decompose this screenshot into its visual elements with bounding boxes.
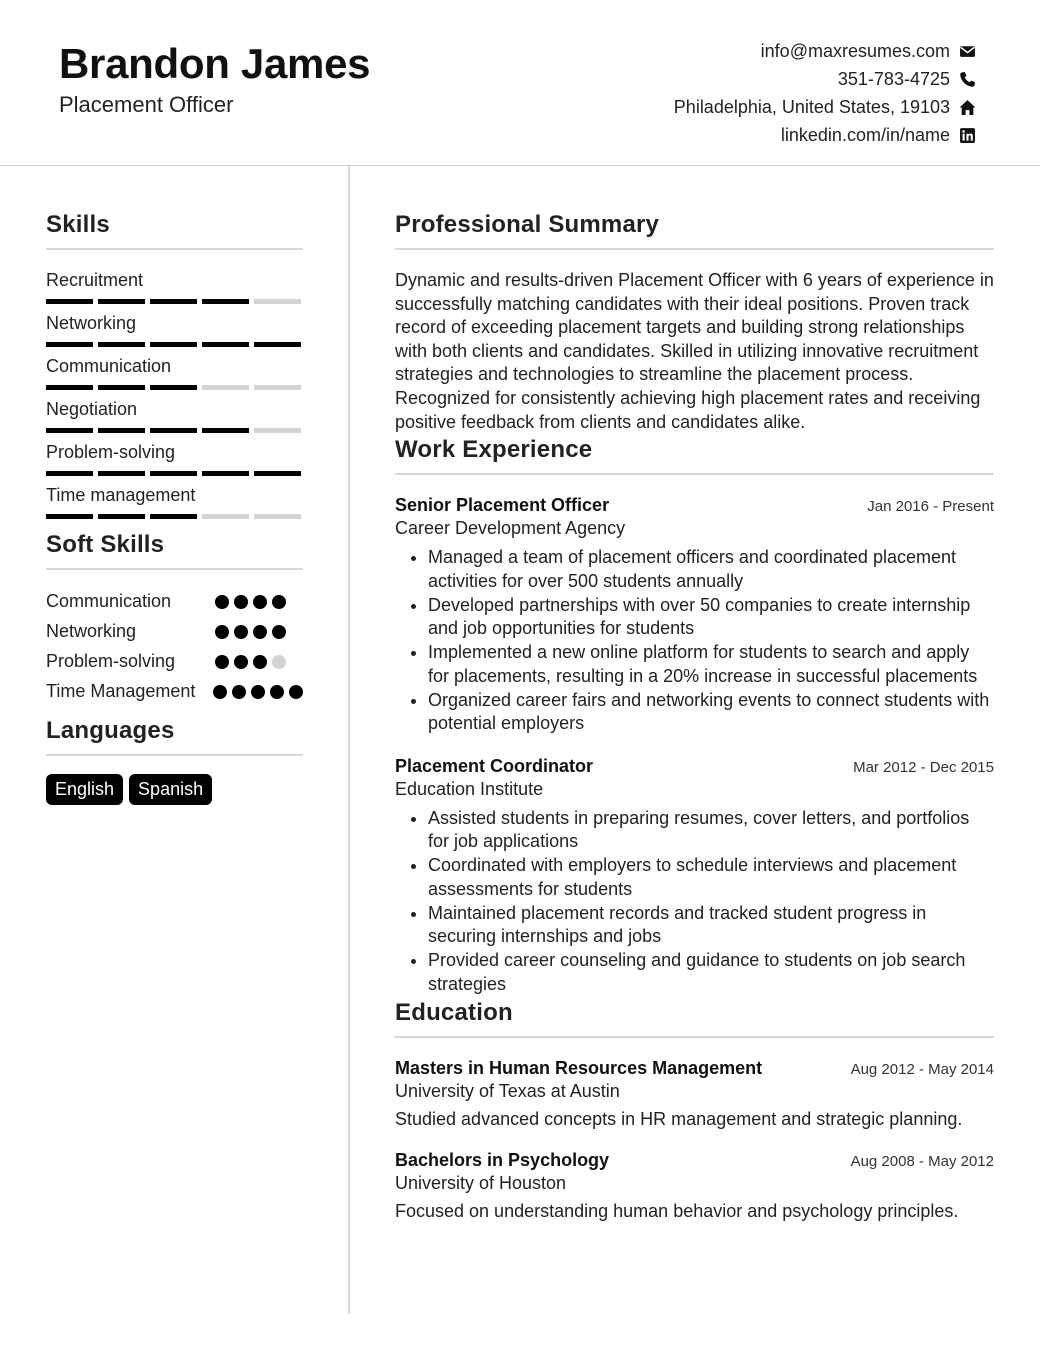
- skill-level-bar: [46, 385, 303, 390]
- summary-heading: Professional Summary: [395, 211, 994, 250]
- skill-label: Negotiation: [46, 399, 138, 419]
- rating-dot: [234, 595, 248, 609]
- languages-list: [46, 774, 303, 805]
- education-heading: Education: [395, 999, 994, 1038]
- job-company: Career Development Agency: [395, 518, 626, 539]
- contact-phone-text: 351-783-4725: [837, 68, 950, 89]
- job-header: [395, 756, 994, 777]
- home-icon: [958, 98, 976, 116]
- skill-level-segment: [202, 428, 249, 433]
- soft-skill-rating: [215, 649, 286, 669]
- languages-section: [46, 717, 303, 805]
- skill-level-segment: [98, 385, 145, 390]
- skill-item: [46, 269, 303, 312]
- rating-dot: [270, 685, 284, 699]
- column-divider: [348, 166, 350, 1314]
- school-name: University of Texas at Austin: [395, 1081, 620, 1102]
- contact-email-text: info@maxresumes.com: [760, 40, 950, 61]
- summary-text: Dynamic and results-driven Placement Officer with 6 years of experience in successfully matching candidates with their ideal positions. Proven track record of exceeding placement targets and building strong relationships with both clients and candidates. Skilled in utilizing innovative recruitment strategies and technologies to streamline the placement process. Recognized for consistently achieving high placement rates and receiving positive feedback from clients and candidates alike.: [395, 270, 994, 432]
- contact-phone[interactable]: [674, 65, 976, 93]
- skill-level-bar: [46, 471, 303, 476]
- job-title: Placement Coordinator: [395, 755, 594, 776]
- skill-level-segment: [46, 385, 93, 390]
- soft-skills-heading: Soft Skills: [46, 531, 303, 570]
- skill-level-bar: [46, 514, 303, 519]
- language-badge: English: [46, 774, 123, 805]
- education-entry: [395, 1058, 994, 1130]
- experience-list: [395, 495, 994, 996]
- skills-list: [46, 269, 303, 527]
- job-bullets: [395, 546, 994, 736]
- languages-heading: Languages: [46, 717, 303, 756]
- rating-dot: [272, 625, 286, 639]
- skill-level-segment: [254, 299, 301, 304]
- skill-label: Networking: [46, 313, 137, 333]
- soft-skills-section: [46, 531, 303, 709]
- skill-level-segment: [202, 514, 249, 519]
- education-header: [395, 1058, 994, 1079]
- skill-level-segment: [150, 514, 197, 519]
- skill-label: Communication: [46, 356, 172, 376]
- rating-dot: [234, 655, 248, 669]
- education-dates: Aug 2008 - May 2012: [850, 1153, 994, 1171]
- contact-address-text: Philadelphia, United States, 19103: [673, 96, 950, 117]
- contact-email[interactable]: [674, 37, 976, 65]
- rating-dot: [234, 625, 248, 639]
- job-entry: [395, 495, 994, 736]
- job-bullets: [395, 807, 994, 997]
- rating-dot: [289, 685, 303, 699]
- soft-skill-rating: [215, 589, 286, 609]
- skill-item: [46, 398, 303, 441]
- degree-title: Bachelors in Psychology: [395, 1150, 610, 1171]
- skill-level-segment: [202, 342, 249, 347]
- skill-level-bar: [46, 299, 303, 304]
- job-title: Senior Placement Officer: [395, 495, 610, 516]
- job-bullet: • Coordinated with employers to schedule interviews and placement assessments for students: [428, 854, 994, 901]
- skill-level-segment: [202, 385, 249, 390]
- rating-dot: [215, 595, 229, 609]
- skill-level-segment: [254, 428, 301, 433]
- job-entry: [395, 756, 994, 997]
- job-bullet: • Maintained placement records and tracked student progress in securing internships and jobs: [428, 902, 994, 949]
- contact-linkedin-text: linkedin.com/in/name: [780, 124, 950, 145]
- soft-skills-list: [46, 589, 303, 709]
- skill-level-segment: [254, 385, 301, 390]
- skill-label: Problem-solving: [46, 442, 176, 462]
- skill-label: Time management: [46, 485, 196, 505]
- skill-level-bar: [46, 342, 303, 347]
- job-bullet: • Implemented a new online platform for students to search and apply for placements, resulting in a 20% increase in successful placements: [428, 641, 994, 688]
- soft-skill-label: Time Management: [46, 681, 196, 701]
- rating-dot: [232, 685, 246, 699]
- skill-level-segment: [46, 342, 93, 347]
- rating-dot: [215, 625, 229, 639]
- soft-skill-item: [46, 589, 303, 619]
- job-bullet: • Organized career fairs and networking events to connect students with potential employers: [428, 689, 994, 736]
- skill-level-segment: [254, 471, 301, 476]
- candidate-name: Brandon James: [59, 40, 371, 87]
- skills-heading: Skills: [46, 211, 303, 250]
- education-entry: [395, 1150, 994, 1222]
- right-column: [395, 211, 994, 1222]
- job-bullet: • Assisted students in preparing resumes, cover letters, and portfolios for job applications: [428, 807, 994, 854]
- soft-skill-item: [46, 619, 303, 649]
- job-dates: Jan 2016 - Present: [867, 498, 994, 516]
- skill-level-bar: [46, 428, 303, 433]
- soft-skill-label: Networking: [46, 621, 137, 641]
- rating-dot: [213, 685, 227, 699]
- skill-level-segment: [202, 299, 249, 304]
- skill-level-segment: [98, 471, 145, 476]
- soft-skill-label: Communication: [46, 591, 172, 611]
- education-description: Studied advanced concepts in HR management and strategic planning.: [395, 1109, 963, 1130]
- rating-dot: [253, 655, 267, 669]
- education-list: [395, 1058, 994, 1222]
- job-header: [395, 495, 994, 516]
- skill-level-segment: [254, 514, 301, 519]
- soft-skill-rating: [215, 619, 286, 639]
- skill-label: Recruitment: [46, 270, 144, 290]
- skill-item: [46, 355, 303, 398]
- rating-dot: [272, 595, 286, 609]
- job-bullet: • Provided career counseling and guidance to students on job search strategies: [428, 949, 994, 996]
- education-dates: Aug 2012 - May 2014: [850, 1061, 994, 1079]
- envelope-icon: [958, 42, 976, 60]
- skill-level-segment: [46, 471, 93, 476]
- skill-item: [46, 484, 303, 527]
- degree-title: Masters in Human Resources Management: [395, 1058, 763, 1079]
- skill-level-segment: [46, 514, 93, 519]
- skill-level-segment: [150, 342, 197, 347]
- soft-skill-label: Problem-solving: [46, 651, 176, 671]
- contact-linkedin[interactable]: [674, 121, 976, 149]
- education-header: [395, 1150, 994, 1171]
- language-badge: Spanish: [129, 774, 212, 805]
- soft-skill-rating: [213, 679, 303, 699]
- job-dates: Mar 2012 - Dec 2015: [853, 758, 994, 776]
- job-bullet: • Managed a team of placement officers and coordinated placement activities for over 500 students annually: [428, 546, 994, 593]
- skill-level-segment: [150, 299, 197, 304]
- education-description: Focused on understanding human behavior and psychology principles.: [395, 1201, 959, 1222]
- skill-level-segment: [150, 428, 197, 433]
- skill-level-segment: [254, 342, 301, 347]
- skill-level-segment: [46, 299, 93, 304]
- job-company: Education Institute: [395, 778, 544, 799]
- skill-item: [46, 312, 303, 355]
- skill-level-segment: [98, 428, 145, 433]
- contact-address: [674, 93, 976, 121]
- job-bullet: • Developed partnerships with over 50 companies to create internship and job opportunities for students: [428, 594, 994, 641]
- candidate-title: Placement Officer: [59, 92, 234, 117]
- rating-dot: [215, 655, 229, 669]
- experience-heading: Work Experience: [395, 436, 994, 475]
- rating-dot: [253, 595, 267, 609]
- rating-dot: [251, 685, 265, 699]
- skill-level-segment: [98, 514, 145, 519]
- soft-skill-item: [46, 649, 303, 679]
- skill-level-segment: [150, 385, 197, 390]
- skill-level-segment: [46, 428, 93, 433]
- left-column: [46, 211, 303, 805]
- contact-list: [674, 37, 976, 149]
- school-name: University of Houston: [395, 1173, 567, 1194]
- rating-dot: [272, 655, 286, 669]
- skill-level-segment: [202, 471, 249, 476]
- rating-dot: [253, 625, 267, 639]
- linkedin-icon: [958, 126, 976, 144]
- skill-level-segment: [98, 299, 145, 304]
- resume-header: [0, 0, 1040, 166]
- skill-level-segment: [98, 342, 145, 347]
- skill-item: [46, 441, 303, 484]
- phone-icon: [958, 70, 976, 88]
- soft-skill-item: [46, 679, 303, 709]
- skill-level-segment: [150, 471, 197, 476]
